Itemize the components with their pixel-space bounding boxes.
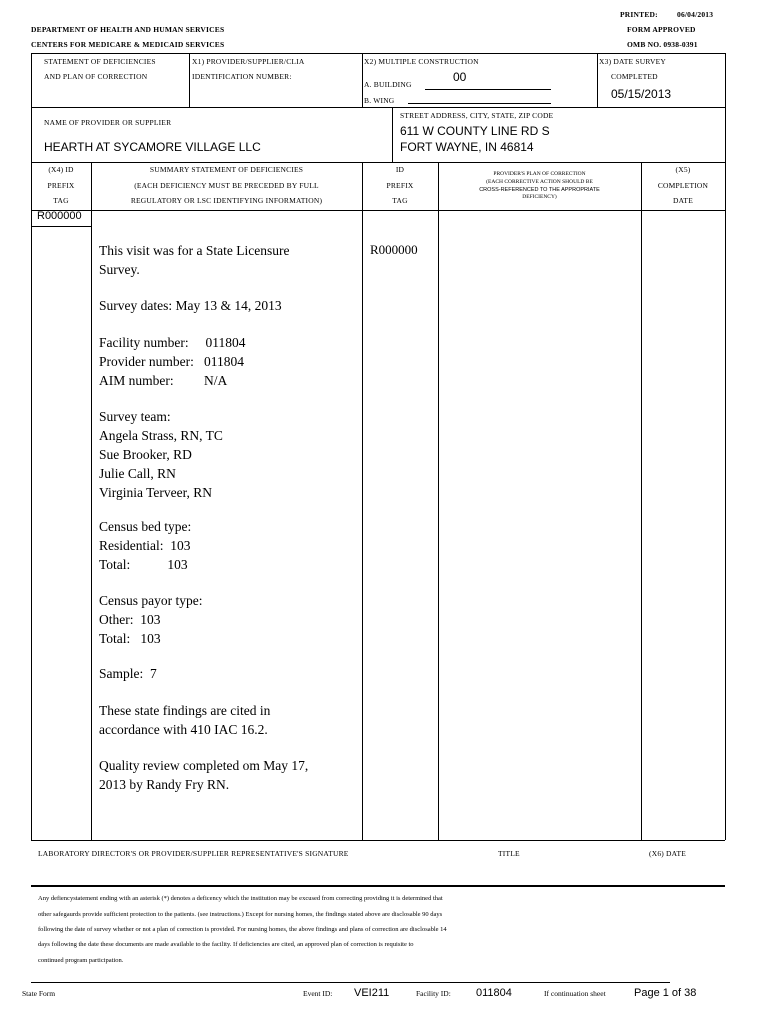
plan-header-l4: DEFICIENCY) [522,194,557,200]
title-label: TITLE [498,849,520,858]
provider-name: HEARTH AT SYCAMORE VILLAGE LLC [44,140,261,154]
facility-id-label: Facility ID: [416,989,451,998]
omb-number: OMB NO. 0938-0391 [627,40,698,49]
address-line-2: FORT WAYNE, IN 46814 [400,140,534,154]
x6-date-label: (X6) DATE [649,849,687,858]
disclaimer-line-2: other safegaurds provide sufficient protection to the patients. (see instructions.) Except for nursing homes, the findings stated above are disclosable 90 days [38,911,443,918]
id-header-l1: ID [395,165,405,174]
department-title: DEPARTMENT OF HEALTH AND HUMAN SERVICES [31,25,225,34]
plan-header-l1: PROVIDER'S PLAN OF CORRECTION [493,171,586,177]
form-approved: FORM APPROVED [627,25,696,34]
x4-header-l1: (X4) ID [48,165,74,174]
wing-label: B. WING [364,96,395,105]
disclaimer-line-4: days following the date these documents are made available to the facility. If deficiencies are cited, an approved plan of correction is requisite to [38,941,414,948]
paragraph-findings: These state findings are cited in accordance with 410 IAC 16.2. [99,703,271,737]
right-tag: R000000 [370,242,418,257]
disclaimer-line-5: continued program participation. [38,957,124,964]
plan-header-l3: CROSS-REFERENCED TO THE APPROPRIATE [479,187,600,193]
x4-header-l2: PREFIX [47,181,75,190]
paragraph-visit: This visit was for a State Licensure Survey. [99,243,290,277]
printed-date: 06/04/2013 [677,10,714,19]
centers-title: CENTERS FOR MEDICARE & MEDICAID SERVICES [31,40,225,49]
paragraph-quality-review: Quality review completed om May 17, 2013 by Randy Fry RN. [99,758,309,792]
x5-header-l1: (X5) [675,165,691,174]
provider-name-label: NAME OF PROVIDER OR SUPPLIER [44,118,172,127]
paragraph-sample: Sample: 7 [99,666,157,681]
left-tag: R000000 [37,210,82,222]
paragraph-census-payor: Census payor type: Other: 103 Total: 103 [99,593,203,646]
page-number: Page 1 of 38 [634,987,697,999]
disclaimer-line-3: following the date of survey whether or not a plan of correction is provided. For nursing homes, the above findings and plans of correction are disclosable 14 [38,926,447,933]
summary-header-l3: REGULATORY OR LSC IDENTIFYING INFORMATION) [130,196,323,205]
paragraph-survey-team: Survey team: Angela Strass, RN, TC Sue Brooker, RD Julie Call, RN Virginia Terveer, RN [99,409,223,500]
address-line-1: 611 W COUNTY LINE RD S [400,124,550,138]
plan-header-l2: (EACH CORRECTIVE ACTION SHOULD BE [486,179,593,185]
summary-header-l2: (EACH DEFICIENCY MUST BE PRECEDED BY FULL [134,181,319,190]
provider-id-label-l1: X1) PROVIDER/SUPPLIER/CLIA [192,57,305,66]
state-form-label: State Form [22,989,56,998]
id-header-l2: PREFIX [386,181,414,190]
facility-id-value: 011804 [476,987,512,999]
building-value: 00 [453,70,467,84]
paragraph-census-bed: Census bed type: Residential: 103 Total: 103 [99,519,192,572]
paragraph-survey-dates: Survey dates: May 13 & 14, 2013 [99,298,282,313]
x5-header-l3: DATE [673,196,693,205]
statement-label-l1: STATEMENT OF DEFICIENCIES [44,57,156,66]
event-id-label: Event ID: [303,989,333,998]
building-label: A. BUILDING [364,80,412,89]
x4-header-l3: TAG [53,196,69,205]
continuation-label: If continuation sheet [544,989,606,998]
paragraph-numbers: Facility number: 011804 Provider number: 011804 AIM number: N/A [99,335,246,388]
x5-header-l2: COMPLETION [657,181,709,190]
event-id-value: VEI211 [354,987,390,999]
date-survey-label-l1: X3) DATE SURVEY [599,57,666,66]
disclaimer-line-1: Any defiencystatement ending with an asterisk (*) denotes a deficency which the institution may be excused from correcting providing it is determined that [38,895,443,902]
provider-id-label-l2: IDENTIFICATION NUMBER: [192,72,292,81]
summary-header-l1: SUMMARY STATEMENT OF DEFICIENCIES [149,165,304,174]
signature-label: LABORATORY DIRECTOR'S OR PROVIDER/SUPPLIER REPRESENTATIVE'S SIGNATURE [38,849,349,858]
date-survey-value: 05/15/2013 [611,87,672,101]
printed-label: PRINTED: [620,10,658,19]
address-label: STREET ADDRESS, CITY, STATE, ZIP CODE [400,111,554,120]
statement-label-l2: AND PLAN OF CORRECTION [44,72,148,81]
date-survey-label-l2: COMPLETED [611,72,658,81]
multiple-construction-label: X2) MULTIPLE CONSTRUCTION [364,57,479,66]
id-header-l3: TAG [392,196,408,205]
